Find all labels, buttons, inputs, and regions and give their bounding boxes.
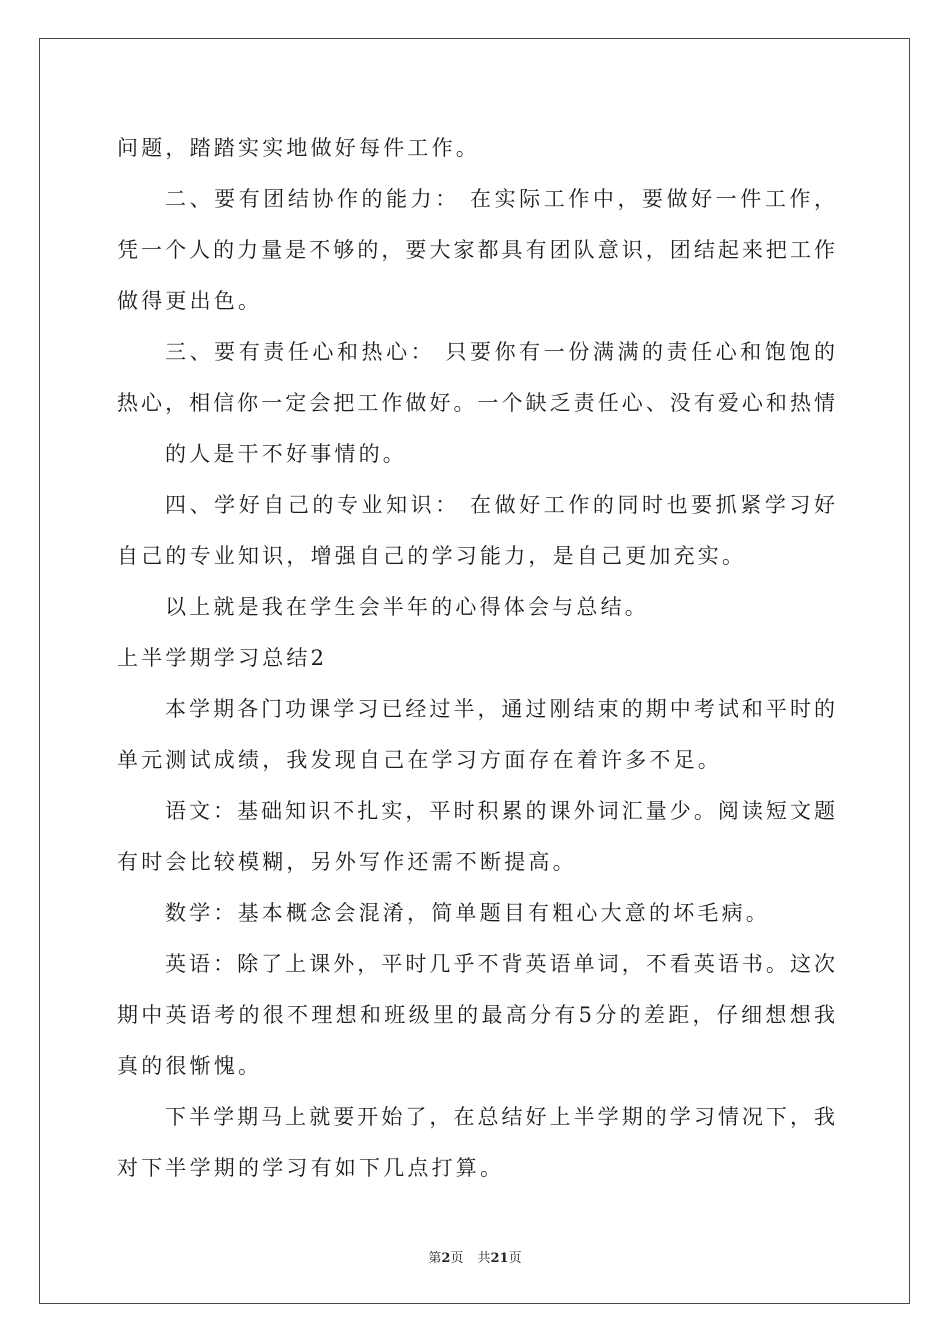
text-line: 三、要有责任心和热心： 只要你有一份满满的责任心和饱饱的 bbox=[165, 340, 835, 364]
document-body bbox=[117, 123, 835, 1194]
text-line: 本学期各门功课学习已经过半，通过刚结束的期中考试和平时的 bbox=[165, 697, 835, 721]
text-line: 凭一个人的力量是不够的，要大家都具有团队意识，团结起来把工作 bbox=[117, 238, 835, 262]
total-prefix: 共 bbox=[477, 1251, 491, 1266]
page-footer bbox=[0, 1247, 950, 1266]
text-line: 二、要有团结协作的能力： 在实际工作中，要做好一件工作， bbox=[165, 187, 835, 211]
page-unit: 页 bbox=[450, 1251, 464, 1266]
text-line: 英语：除了上课外，平时几乎不背英语单词，不看英语书。这次 bbox=[165, 952, 835, 976]
text-line: 的人是干不好事情的。 bbox=[165, 442, 407, 466]
text-line: 做得更出色。 bbox=[117, 289, 263, 313]
text-line: 热心，相信你一定会把工作做好。一个缺乏责任心、没有爱心和热情 bbox=[117, 391, 835, 415]
text-line: 下半学期马上就要开始了，在总结好上半学期的学习情况下，我 bbox=[165, 1105, 835, 1129]
page-number: 2 bbox=[441, 1251, 451, 1266]
page-prefix: 第 bbox=[428, 1251, 442, 1266]
text-line: 有时会比较模糊，另外写作还需不断提高。 bbox=[117, 850, 577, 874]
text-line: 以上就是我在学生会半年的心得体会与总结。 bbox=[165, 595, 649, 619]
text-line: 自己的专业知识，增强自己的学习能力，是自己更加充实。 bbox=[117, 544, 747, 568]
text-line: 对下半学期的学习有如下几点打算。 bbox=[117, 1156, 505, 1180]
text-line: 四、学好自己的专业知识： 在做好工作的同时也要抓紧学习好 bbox=[165, 493, 835, 517]
text-line: 期中英语考的很不理想和班级里的最高分有5分的差距，仔细想想我 bbox=[117, 1003, 835, 1027]
text-line: 语文：基础知识不扎实，平时积累的课外词汇量少。阅读短文题 bbox=[165, 799, 835, 823]
total-pages: 21 bbox=[490, 1251, 509, 1266]
total-unit: 页 bbox=[508, 1251, 522, 1266]
section-heading: 上半学期学习总结2 bbox=[117, 646, 328, 670]
text-line: 单元测试成绩，我发现自己在学习方面存在着许多不足。 bbox=[117, 748, 722, 772]
text-line: 真的很惭愧。 bbox=[117, 1054, 263, 1078]
text-line: 数学：基本概念会混淆，简单题目有粗心大意的坏毛病。 bbox=[165, 901, 770, 925]
text-line: 问题，踏踏实实地做好每件工作。 bbox=[117, 136, 480, 160]
